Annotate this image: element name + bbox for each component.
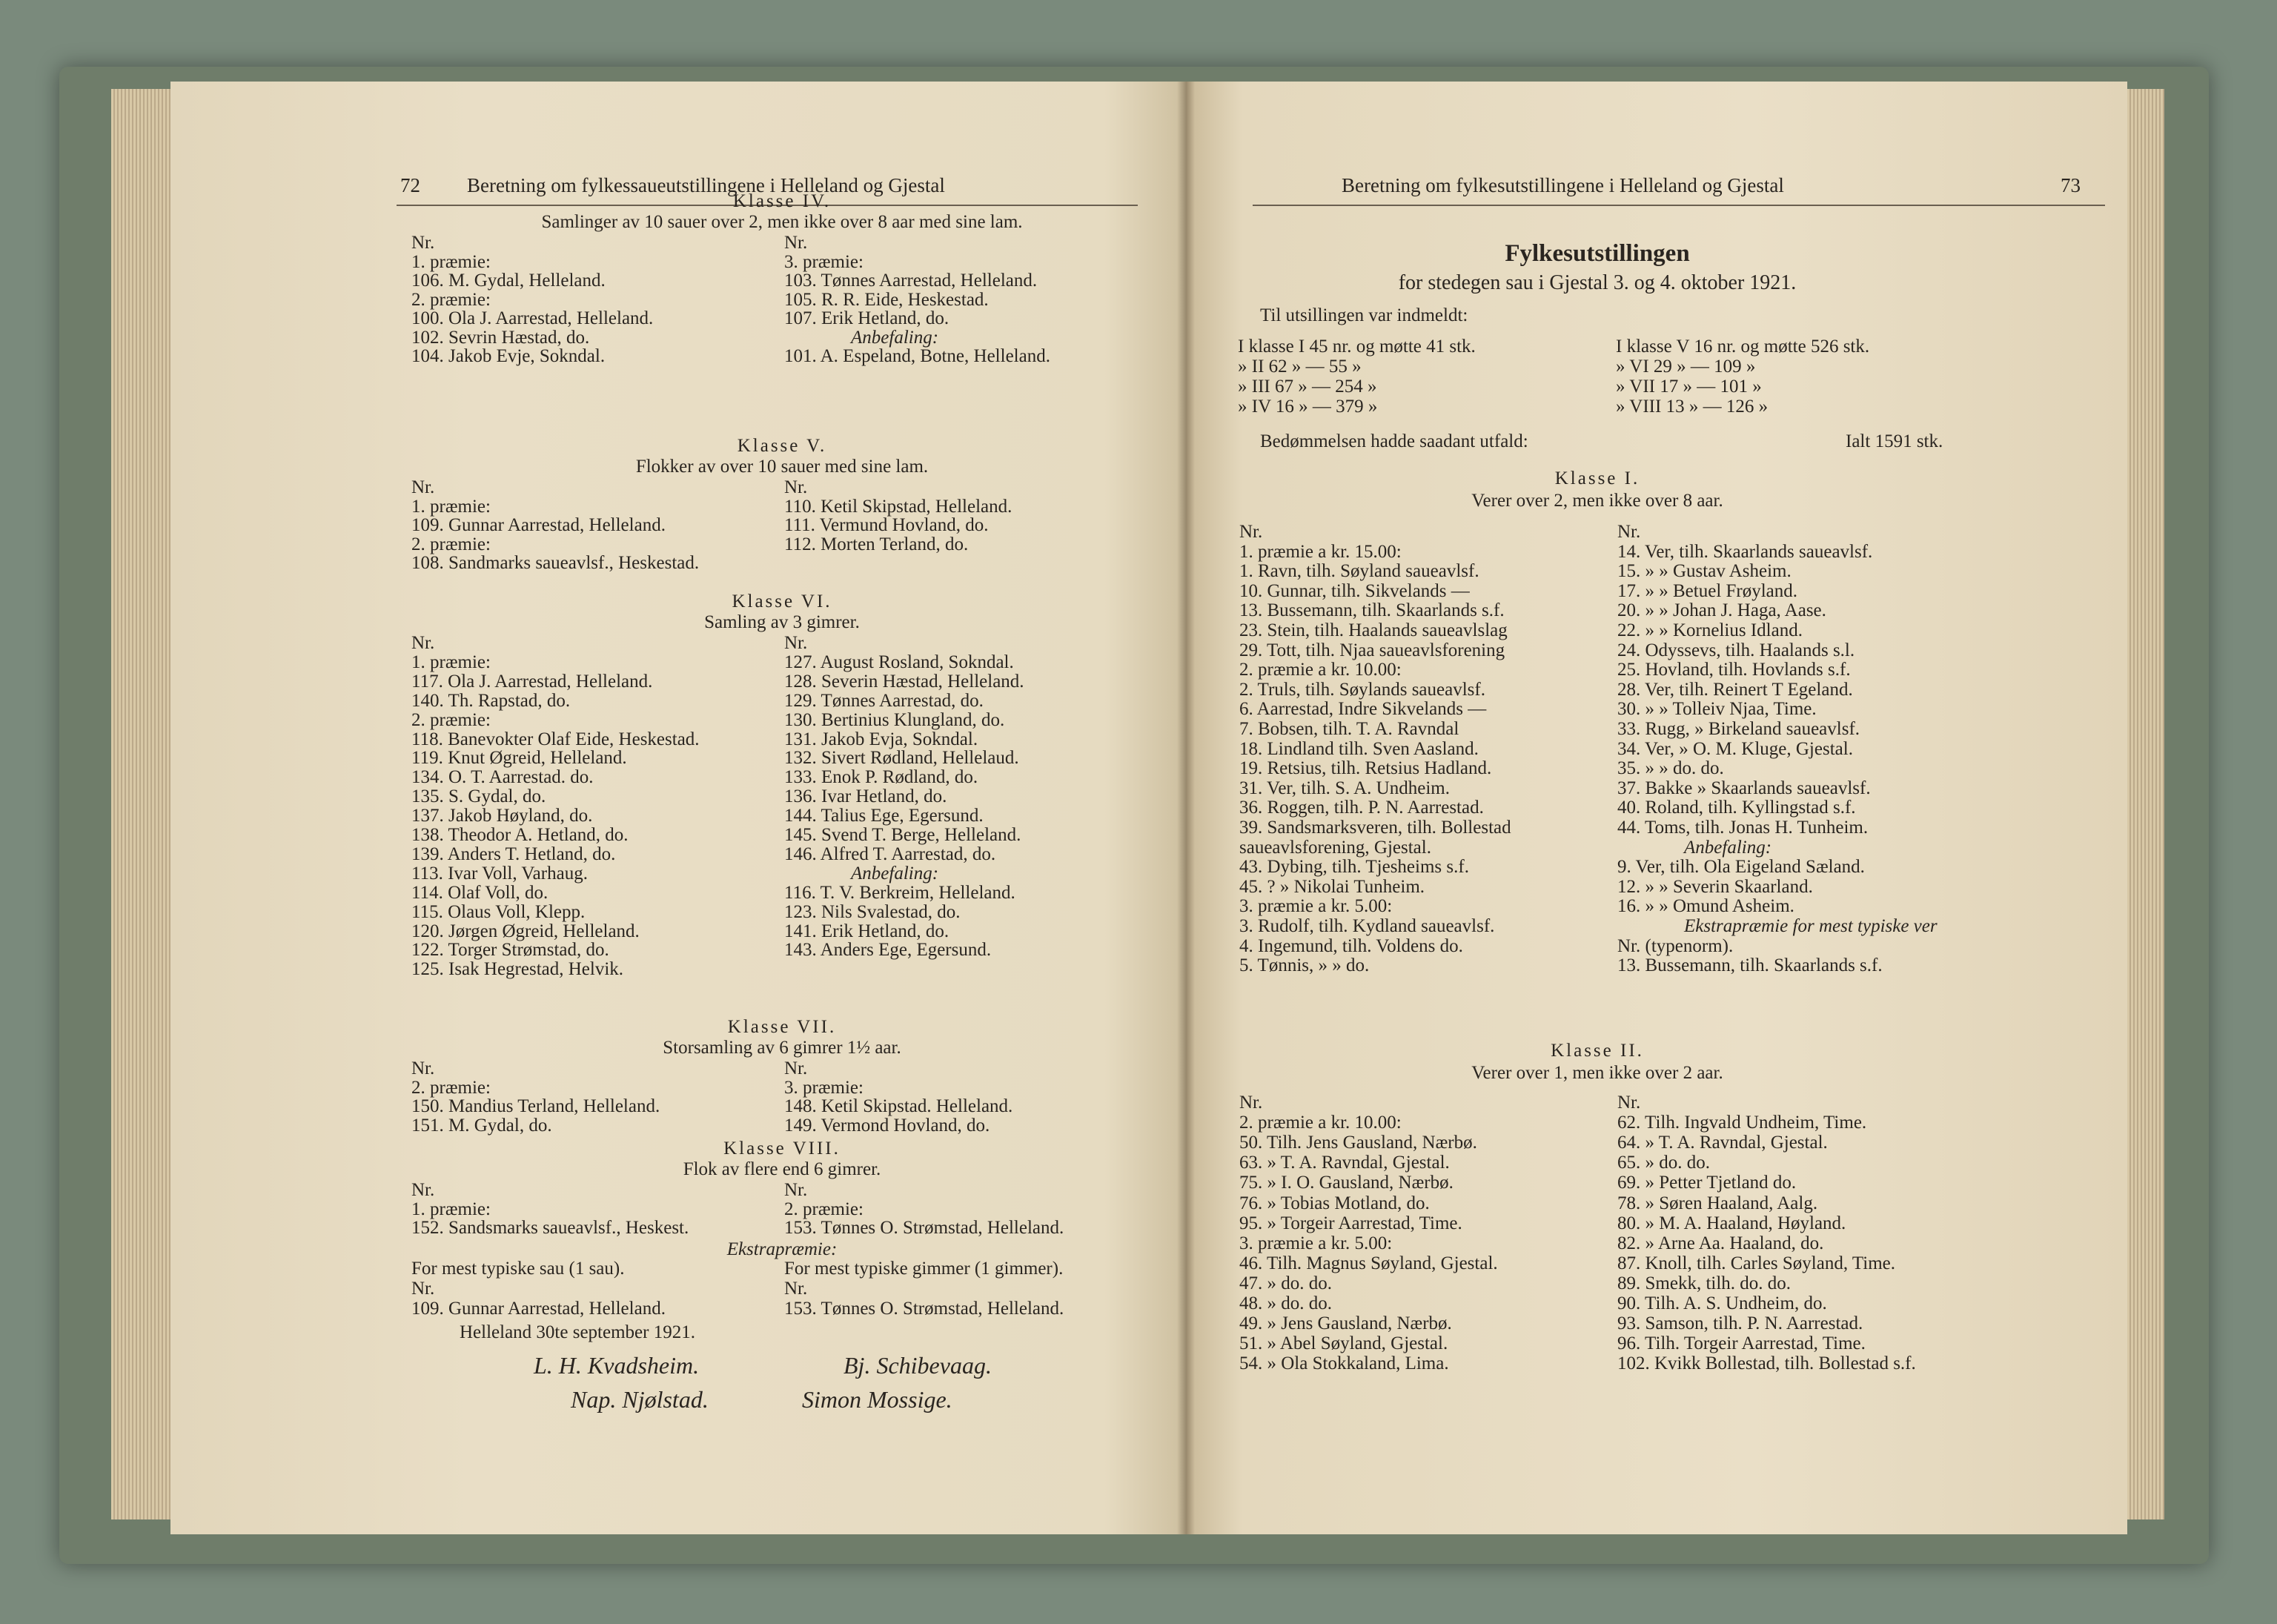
entry-line: 69. » Petter Tjetland do. (1617, 1173, 1797, 1193)
entry-line: 112. Morten Terland, do. (784, 534, 969, 554)
entry-line: 152. Sandsmarks saueavlsf., Heskest. (411, 1218, 689, 1238)
entry-line: 5. Tønnis, » » do. (1239, 955, 1370, 976)
entry-line: 129. Tønnes Aarrestad, do. (784, 690, 984, 711)
registration-line: » VI 29 » — 109 » (1616, 357, 1756, 377)
entry-line: 13. Bussemann, tilh. Skaarlands s.f. (1239, 600, 1505, 621)
entry-line: 141. Erik Hetland, do. (784, 921, 949, 941)
section-title: Klasse V. (737, 436, 827, 456)
entry-line: 101. A. Espeland, Botne, Helleland. (784, 346, 1050, 366)
entry-line: 153. Tønnes O. Strømstad, Helleland. (784, 1218, 1064, 1238)
section-title: Klasse VI. (732, 591, 832, 612)
entry-line: 125. Isak Hegrestad, Helvik. (411, 959, 624, 980)
entry-line: 28. Ver, tilh. Reinert T Egeland. (1617, 679, 1853, 700)
entry-line: 4. Ingemund, tilh. Voldens do. (1239, 935, 1463, 956)
entry-line: 109. Gunnar Aarrestad, Helleland. (411, 515, 666, 535)
entry-line: For mest typiske gimmer (1 gimmer). (784, 1259, 1064, 1279)
right-page-number: 73 (2061, 174, 2081, 196)
entry-line: 15. » » Gustav Asheim. (1617, 561, 1792, 582)
entry-line: 1. præmie: (411, 652, 491, 672)
entry-line: 36. Roggen, tilh. P. N. Aarrestad. (1239, 798, 1484, 818)
entry-line: 127. August Rosland, Sokndal. (784, 652, 1014, 672)
entry-line: 1. præmie: (411, 251, 491, 272)
entry-line: 135. S. Gydal, do. (411, 786, 546, 807)
entry-line: 138. Theodor A. Hetland, do. (411, 825, 629, 845)
entry-line: 103. Tønnes Aarrestad, Helleland. (784, 271, 1038, 291)
entry-line: 2. præmie: (784, 1199, 864, 1219)
section-subtitle: Verer over 2, men ikke over 8 aar. (1471, 491, 1723, 511)
entry-line: 93. Samson, tilh. P. N. Aarrestad. (1617, 1313, 1863, 1334)
entry-line: 6. Aarrestad, Indre Sikvelands — (1239, 699, 1487, 720)
entry-line: 3. Rudolf, tilh. Kydland saueavlsf. (1239, 916, 1495, 936)
entry-line: 145. Svend T. Berge, Helleland. (784, 825, 1021, 845)
section-subtitle: Flokker av over 10 sauer med sine lam. (635, 457, 929, 477)
entry-line: 110. Ketil Skipstad, Helleland. (784, 496, 1012, 517)
entry-line: 131. Jakob Evja, Sokndal. (784, 729, 978, 749)
entry-line: 3. præmie a kr. 5.00: (1239, 1233, 1393, 1253)
entry-line: 114. Olaf Voll, do. (411, 882, 548, 903)
entry-line: 12. » » Severin Skaarland. (1617, 876, 1813, 897)
entry-line: 54. » Ola Stokkaland, Lima. (1239, 1353, 1449, 1374)
entry-line: Nr. (784, 233, 808, 253)
section-subtitle: Storsamling av 6 gimrer 1½ aar. (663, 1038, 901, 1058)
entry-line: Nr. (411, 1058, 435, 1078)
entry-line: 120. Jørgen Øgreid, Helleland. (411, 921, 640, 941)
entry-line: 35. » » do. do. (1617, 758, 1724, 779)
entry-line: 107. Erik Hetland, do. (784, 308, 949, 328)
entry-line: 150. Mandius Terland, Helleland. (411, 1096, 660, 1116)
entry-line: 2. præmie a kr. 10.00: (1239, 660, 1402, 680)
section-title: Klasse II. (1551, 1041, 1644, 1061)
signature: Bj. Schibevaag. (843, 1352, 992, 1379)
right-running-head: Beretning om fylkesutstillingene i Helleland og Gjestal (1342, 174, 1784, 196)
entry-line: Nr. (1239, 522, 1263, 542)
entry-line: 39. Sandsmarksveren, tilh. Bollestad (1239, 818, 1511, 838)
registration-line: » VII 17 » — 101 » (1616, 377, 1762, 397)
entry-line: 75. » I. O. Gausland, Nærbø. (1239, 1173, 1454, 1193)
entry-line: 34. Ver, » O. M. Kluge, Gjestal. (1617, 738, 1853, 759)
entry-line: Nr. (784, 1058, 808, 1078)
entry-line: 51. » Abel Søyland, Gjestal. (1239, 1333, 1448, 1354)
left-running-head: Beretning om fylkessaueutstillingene i Helleland og Gjestal (467, 174, 945, 196)
entry-line: 33. Rugg, » Birkeland saueavlsf. (1617, 719, 1860, 739)
entry-line: 102. Kvikk Bollestad, tilh. Bollestad s.f. (1617, 1353, 1916, 1374)
entry-line: 100. Ola J. Aarrestad, Helleland. (411, 308, 654, 328)
entry-line: 2. præmie a kr. 10.00: (1239, 1113, 1402, 1133)
section-title: Klasse VII. (727, 1017, 837, 1037)
page-subtitle: for stedegen sau i Gjestal 3. og 4. oktober 1921. (1398, 271, 1797, 294)
entry-line: 10. Gunnar, tilh. Sikvelands — (1239, 580, 1470, 601)
entry-line: 3. præmie a kr. 5.00: (1239, 896, 1393, 917)
entry-line: Anbefaling: (851, 863, 939, 884)
entry-line: 1. præmie: (411, 496, 491, 517)
entry-line: 105. R. R. Eide, Heskestad. (784, 289, 989, 310)
registration-line: » VIII 13 » — 126 » (1616, 397, 1769, 417)
entry-line: 115. Olaus Voll, Klepp. (411, 901, 586, 922)
entry-line: Anbefaling: (1684, 837, 1772, 858)
entry-line: Nr. (1239, 1093, 1263, 1113)
entry-line: 1. Ravn, tilh. Søyland saueavlsf. (1239, 561, 1479, 582)
entry-line: 2. præmie: (411, 1077, 491, 1098)
entry-line: 2. Truls, tilh. Søylands saueavlsf. (1239, 679, 1485, 700)
entry-line: 109. Gunnar Aarrestad, Helleland. (411, 1299, 666, 1319)
entry-line: 20. » » Johan J. Haga, Aase. (1617, 600, 1826, 621)
entry-line: 136. Ivar Hetland, do. (784, 786, 947, 807)
entry-line: 128. Severin Hæstad, Helleland. (784, 671, 1024, 692)
signature: Simon Mossige. (802, 1386, 952, 1413)
entry-line: Nr. (1617, 522, 1641, 542)
section-title: Klasse I. (1554, 468, 1640, 488)
entry-line: 96. Tilh. Torgeir Aarrestad, Time. (1617, 1333, 1866, 1354)
entry-line: 62. Tilh. Ingvald Undheim, Time. (1617, 1113, 1867, 1133)
entry-line: 76. » Tobias Motland, do. (1239, 1193, 1430, 1213)
right-head-rule (1253, 205, 2105, 206)
entry-line: 90. Tilh. A. S. Undheim, do. (1617, 1293, 1827, 1313)
entry-line: 63. » T. A. Ravndal, Gjestal. (1239, 1153, 1450, 1173)
entry-line: 118. Banevokter Olaf Eide, Heskestad. (411, 729, 700, 749)
place-date: Helleland 30te september 1921. (460, 1322, 695, 1342)
section-title: Klasse VIII. (723, 1139, 841, 1159)
registration-line: I klasse I 45 nr. og møtte 41 stk. (1238, 337, 1476, 357)
entry-line: 102. Sevrin Hæstad, do. (411, 327, 590, 348)
entry-line: 111. Vermund Hovland, do. (784, 515, 989, 535)
entry-line: 2. præmie: (411, 289, 491, 310)
left-page-number: 72 (400, 174, 420, 196)
entry-line: For mest typiske sau (1 sau). (411, 1259, 625, 1279)
entry-line: 95. » Torgeir Aarrestad, Time. (1239, 1213, 1462, 1233)
entry-line: 78. » Søren Haaland, Aalg. (1617, 1193, 1818, 1213)
entry-line: 130. Bertinius Klungland, do. (784, 709, 1005, 730)
entry-line: Nr. (784, 1180, 808, 1200)
assessment-line: Bedømmelsen hadde saadant utfald: (1260, 431, 1528, 451)
extra-prize-label: Ekstrapræmie: (726, 1239, 838, 1259)
entry-line: 117. Ola J. Aarrestad, Helleland. (411, 671, 653, 692)
entry-line: Nr. (411, 233, 435, 253)
section-title: Klasse IV. (732, 191, 832, 211)
entry-line: 108. Sandmarks saueavlsf., Heskestad. (411, 553, 700, 573)
entry-line: 50. Tilh. Jens Gausland, Nærbø. (1239, 1133, 1477, 1153)
registration-line: » IV 16 » — 379 » (1238, 397, 1378, 417)
intro-line: Til utsillingen var indmeldt: (1260, 305, 1468, 325)
page-edges-left (111, 89, 178, 1519)
entry-line: 148. Ketil Skipstad. Helleland. (784, 1096, 1013, 1116)
entry-line: 37. Bakke » Skaarlands saueavlsf. (1617, 778, 1871, 798)
entry-line: Ekstrapræmie for mest typiske ver (1684, 916, 1938, 936)
entry-line: 13. Bussemann, tilh. Skaarlands s.f. (1617, 955, 1883, 976)
entry-line: 17. » » Betuel Frøyland. (1617, 580, 1798, 601)
registration-line: » III 67 » — 254 » (1238, 377, 1377, 397)
entry-line: 104. Jakob Evje, Sokndal. (411, 346, 606, 366)
entry-line: 1. præmie a kr. 15.00: (1239, 541, 1402, 562)
entry-line: 113. Ivar Voll, Varhaug. (411, 863, 588, 884)
page-title: Fylkesutstillingen (1505, 240, 1690, 267)
entry-line: 40. Roland, tilh. Kyllingstad s.f. (1617, 798, 1856, 818)
entry-line: 1. præmie: (411, 1199, 491, 1219)
entry-line: 49. » Jens Gausland, Nærbø. (1239, 1313, 1452, 1334)
entry-line: 116. T. V. Berkreim, Helleland. (784, 882, 1015, 903)
entry-line: 119. Knut Øgreid, Helleland. (411, 748, 627, 769)
section-subtitle: Flok av flere end 6 gimrer. (683, 1159, 881, 1179)
entry-line: 3. præmie: (784, 1077, 864, 1098)
entry-line: 14. Ver, tilh. Skaarlands saueavlsf. (1617, 541, 1873, 562)
entry-line: saueavlsforening, Gjestal. (1239, 837, 1431, 858)
entry-line: 87. Knoll, tilh. Carles Søyland, Time. (1617, 1253, 1896, 1273)
signature: L. H. Kvadsheim. (534, 1352, 700, 1379)
entry-line: 89. Smekk, tilh. do. do. (1617, 1273, 1792, 1293)
entry-line: 153. Tønnes O. Strømstad, Helleland. (784, 1299, 1064, 1319)
registration-line: I klasse V 16 nr. og møtte 526 stk. (1616, 337, 1870, 357)
entry-line: 43. Dybing, tilh. Tjesheims s.f. (1239, 857, 1469, 878)
entry-line: 82. » Arne Aa. Haaland, do. (1617, 1233, 1824, 1253)
entry-line: 16. » » Omund Asheim. (1617, 896, 1794, 917)
entry-line: 146. Alfred T. Aarrestad, do. (784, 844, 996, 864)
entry-line: 137. Jakob Høyland, do. (411, 806, 593, 826)
entry-line: 122. Torger Strømstad, do. (411, 940, 609, 961)
entry-line: Nr. (784, 477, 808, 497)
entry-line: 44. Toms, tilh. Jonas H. Tunheim. (1617, 818, 1869, 838)
entry-line: Nr. (411, 477, 435, 497)
section-subtitle: Samling av 3 gimrer. (704, 612, 860, 632)
entry-line: 2. præmie: (411, 534, 491, 554)
entry-line: 30. » » Tolleiv Njaa, Time. (1617, 699, 1817, 720)
entry-line: 139. Anders T. Hetland, do. (411, 844, 616, 864)
entry-line: 132. Sivert Rødland, Hellelaud. (784, 748, 1019, 769)
entry-line: 65. » do. do. (1617, 1153, 1710, 1173)
entry-line: 47. » do. do. (1239, 1273, 1332, 1293)
registration-line: » II 62 » — 55 » (1238, 357, 1362, 377)
total-line: Ialt 1591 stk. (1846, 431, 1943, 451)
entry-line: 22. » » Kornelius Idland. (1617, 620, 1803, 640)
entry-line: 48. » do. do. (1239, 1293, 1332, 1313)
entry-line: Nr. (411, 1279, 435, 1299)
entry-line: 140. Th. Rapstad, do. (411, 690, 571, 711)
entry-line: 23. Stein, tilh. Haalands saueavlslag (1239, 620, 1508, 640)
gutter (1177, 82, 1195, 1534)
entry-line: 19. Retsius, tilh. Retsius Hadland. (1239, 758, 1492, 779)
entry-line: 80. » M. A. Haaland, Høyland. (1617, 1213, 1846, 1233)
entry-line: Nr. (411, 633, 435, 653)
entry-line: 31. Ver, tilh. S. A. Undheim. (1239, 778, 1450, 798)
entry-line: Nr. (411, 1180, 435, 1200)
entry-line: 18. Lindland tilh. Sven Aasland. (1239, 738, 1479, 759)
entry-line: 64. » T. A. Ravndal, Gjestal. (1617, 1133, 1828, 1153)
entry-line: 3. præmie: (784, 251, 864, 272)
entry-line: Nr. (784, 1279, 808, 1299)
section-subtitle: Verer over 1, men ikke over 2 aar. (1471, 1063, 1723, 1083)
entry-line: 45. ? » Nikolai Tunheim. (1239, 876, 1425, 897)
entry-line: 7. Bobsen, tilh. T. A. Ravndal (1239, 719, 1459, 739)
entry-line: 123. Nils Svalestad, do. (784, 901, 961, 922)
entry-line: 46. Tilh. Magnus Søyland, Gjestal. (1239, 1253, 1498, 1273)
entry-line: 149. Vermond Hovland, do. (784, 1115, 990, 1136)
entry-line: Nr. (784, 633, 808, 653)
entry-line: 25. Hovland, tilh. Hovlands s.f. (1617, 660, 1851, 680)
entry-line: 2. præmie: (411, 709, 491, 730)
entry-line: 106. M. Gydal, Helleland. (411, 271, 606, 291)
signature: Nap. Njølstad. (571, 1386, 709, 1413)
entry-line: 9. Ver, tilh. Ola Eigeland Sæland. (1617, 857, 1865, 878)
entry-line: 143. Anders Ege, Egersund. (784, 940, 992, 961)
entry-line: 144. Talius Ege, Egersund. (784, 806, 984, 826)
entry-line: Anbefaling: (851, 327, 939, 348)
entry-line: 151. M. Gydal, do. (411, 1115, 552, 1136)
section-subtitle: Samlinger av 10 sauer over 2, men ikke over 8 aar med sine lam. (541, 212, 1023, 232)
entry-line: 29. Tott, tilh. Njaa saueavlsforening (1239, 640, 1505, 660)
entry-line: Nr. (typenorm). (1617, 935, 1734, 956)
entry-line: 24. Odyssevs, tilh. Haalands s.l. (1617, 640, 1855, 660)
entry-line: 133. Enok P. Rødland, do. (784, 767, 978, 788)
entry-line: 134. O. T. Aarrestad. do. (411, 767, 594, 788)
entry-line: Nr. (1617, 1093, 1641, 1113)
